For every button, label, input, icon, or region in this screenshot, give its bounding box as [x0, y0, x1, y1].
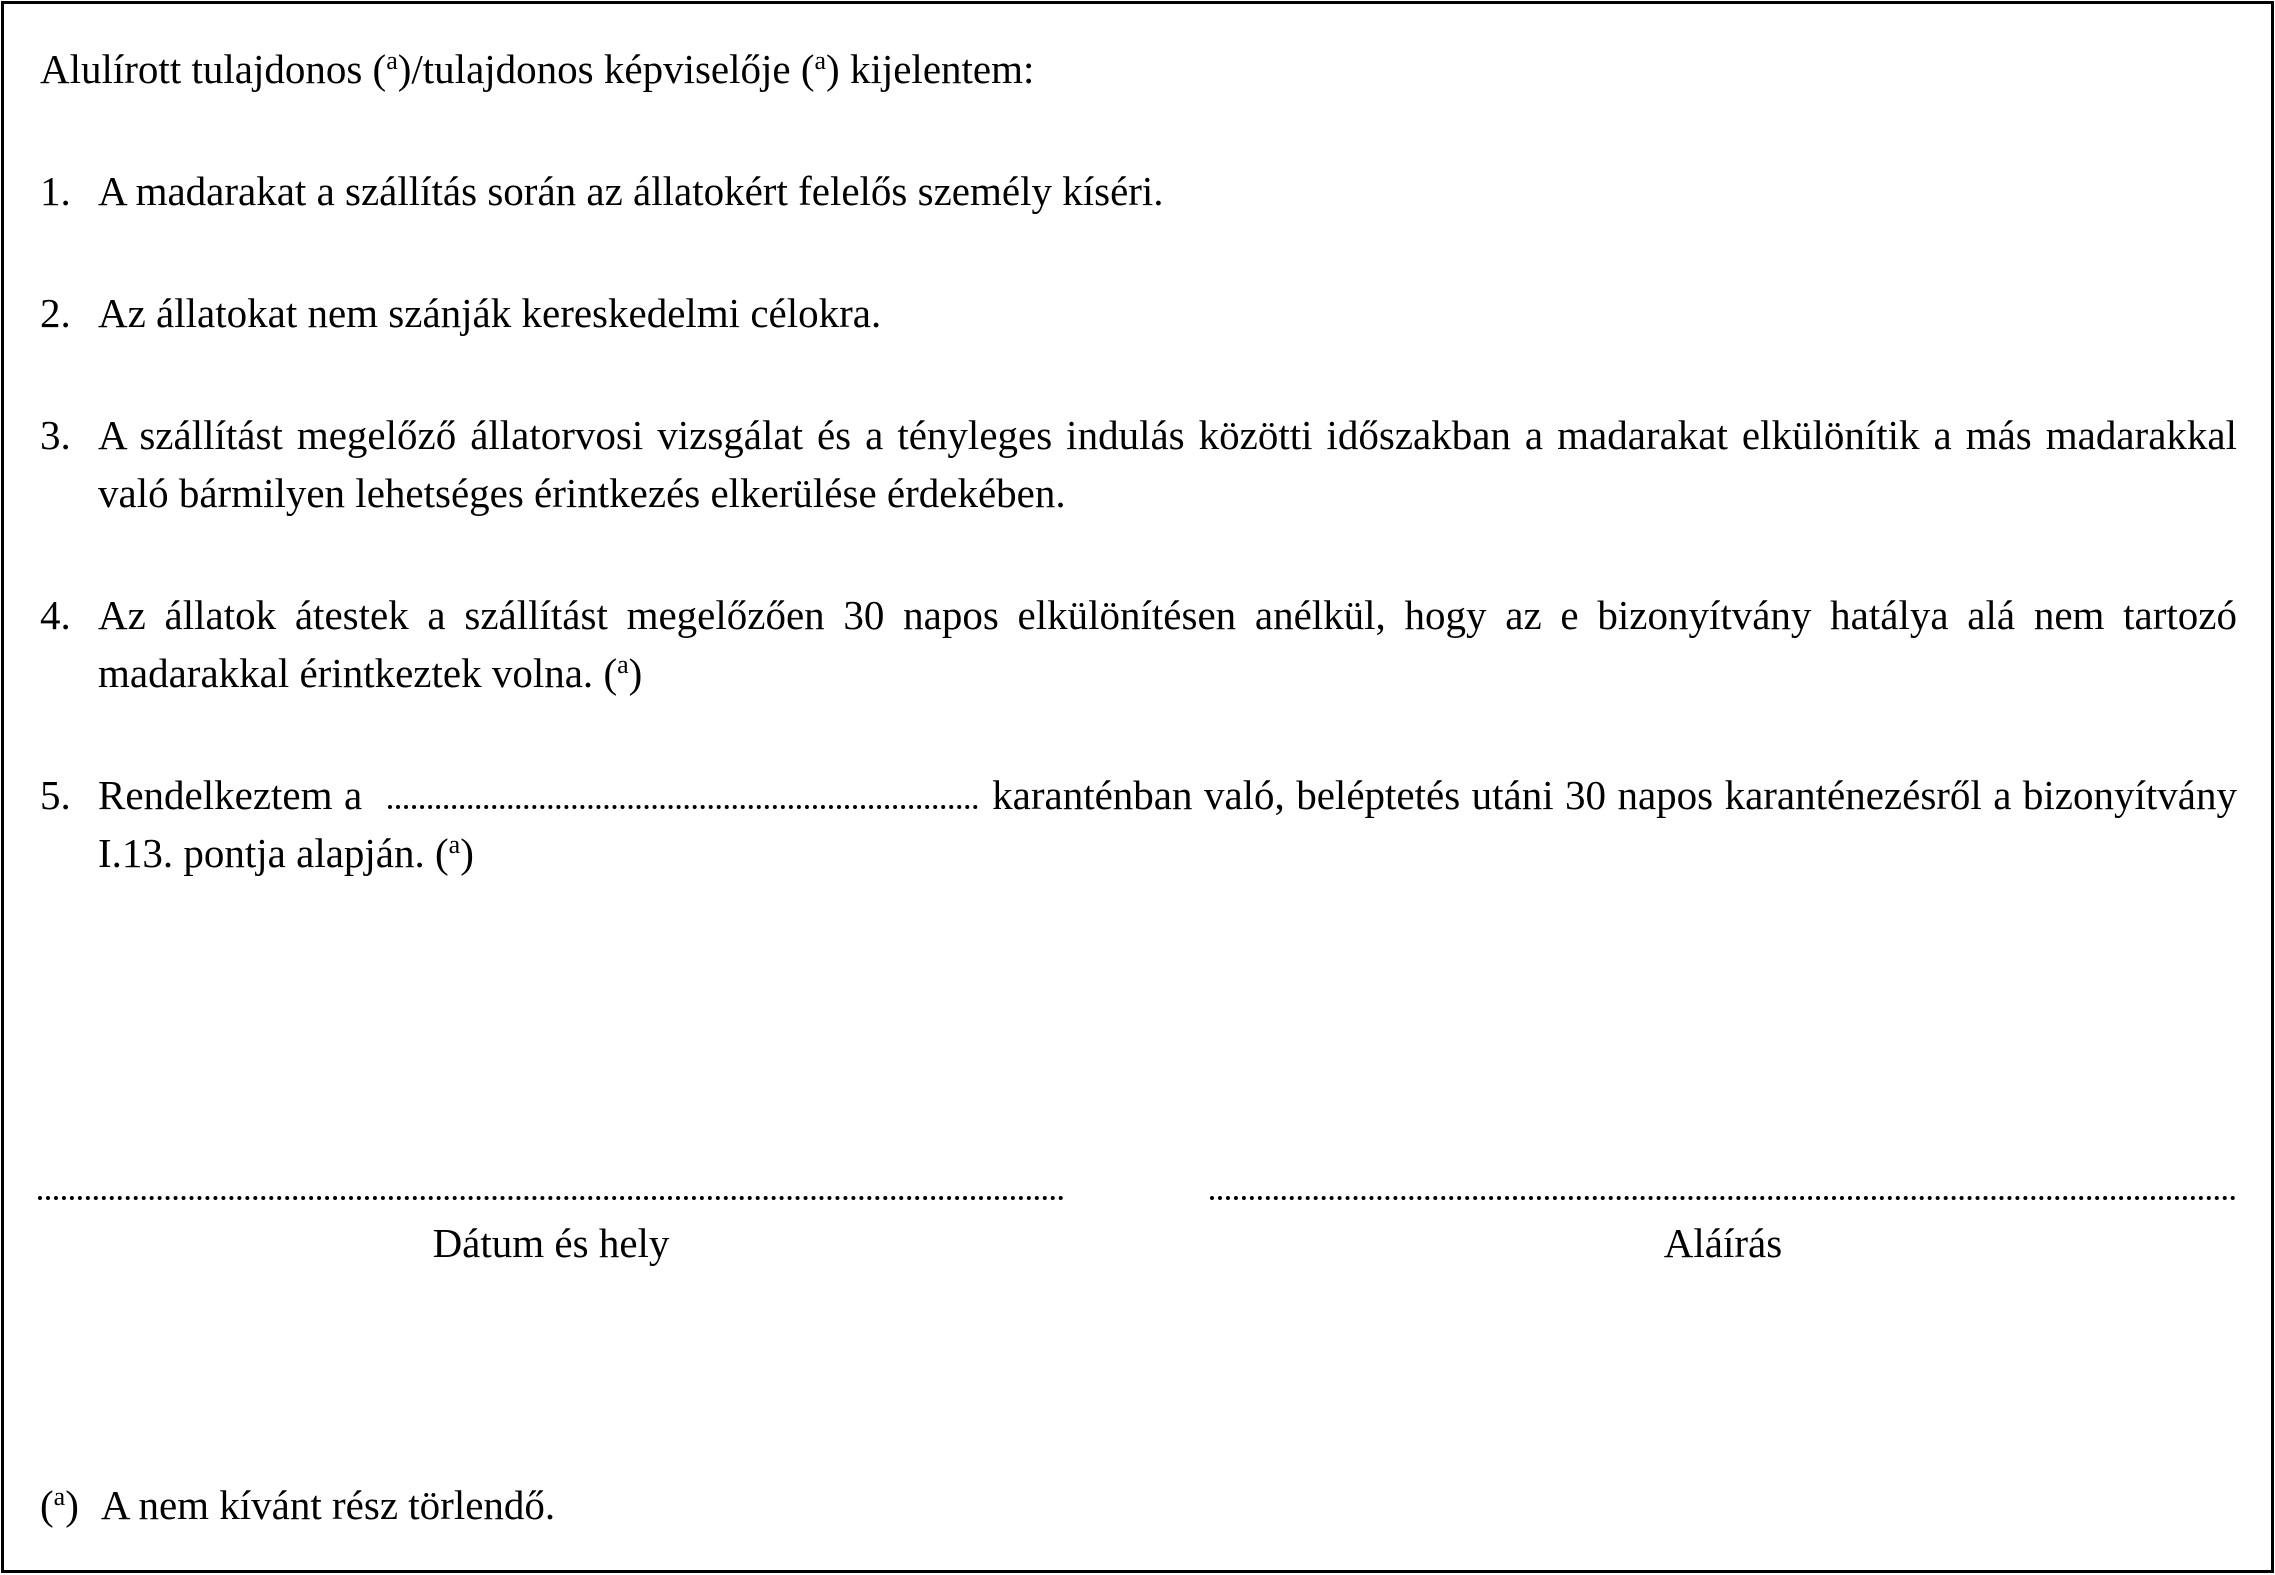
signature-field[interactable] [1210, 1196, 2236, 1200]
declaration-item [40, 766, 2237, 882]
declaration-item [40, 284, 2237, 342]
item-text-end: karanténban való, beléptetés utáni 30 napos karanténezésről a bizonyítvány I.13. pontja alapján. [98, 772, 2237, 876]
declaration-item [40, 406, 2237, 522]
item-text-content: Az állatok átestek a szállítást megelőzően 30 napos elkülönítésen anélkül, hogy az e bizonyítvány hatálya alá nem tartozó madarakkal érintkeztek volna. [98, 592, 2237, 696]
item-number: 1. [40, 168, 71, 214]
footnote-ref: a [448, 830, 461, 859]
declaration-item [40, 162, 2237, 220]
footnote-mark-letter: a [53, 1482, 66, 1511]
date-place-label: Dátum és hely [432, 1220, 670, 1266]
footnote [40, 1476, 555, 1534]
item-number: 3. [40, 412, 71, 458]
intro-text-middle: )/tulajdonos képviselője ( [397, 46, 815, 92]
intro-text-end: ) kijelentem: [826, 46, 1035, 92]
item-text [98, 586, 2237, 702]
declaration-intro [40, 40, 1034, 98]
footnote-text: A nem kívánt rész törlendő. [100, 1482, 556, 1528]
date-place-field[interactable] [38, 1196, 1064, 1200]
item-number: 4. [40, 592, 71, 638]
item-number: 2. [40, 290, 71, 336]
footnote-ref-group: ($^a$) [603, 650, 643, 696]
declaration-item [40, 586, 2237, 702]
signature-label: Aláírás [1663, 1220, 1783, 1266]
item-number: 5. [40, 772, 71, 818]
item-text: A madarakat a szállítás során az állatokért felelős személy kíséri. [98, 168, 1164, 214]
footnote-ref: a [617, 650, 629, 679]
item-text: Az állatokat nem szánják kereskedelmi célokra. [98, 290, 882, 336]
intro-text-start: Alulírott tulajdonos ( [40, 46, 387, 92]
item-text [98, 766, 2237, 882]
footnote-ref-group: ($^a$) [435, 830, 474, 876]
item-text-start: Rendelkeztem a [98, 772, 363, 818]
footnote-ref: a [814, 46, 827, 75]
item-text: A szállítást megelőző állatorvosi vizsgálat és a tényleges indulás közötti időszakban a madarakat elkülönítik a más madarakkal való bármilyen lehetséges érintkezés elkerülése érdekében. [98, 412, 2237, 516]
footnote-marker: ($^a$) [40, 1482, 79, 1528]
footnote-ref: a [386, 46, 398, 75]
quarantine-place-field[interactable] [388, 805, 978, 809]
